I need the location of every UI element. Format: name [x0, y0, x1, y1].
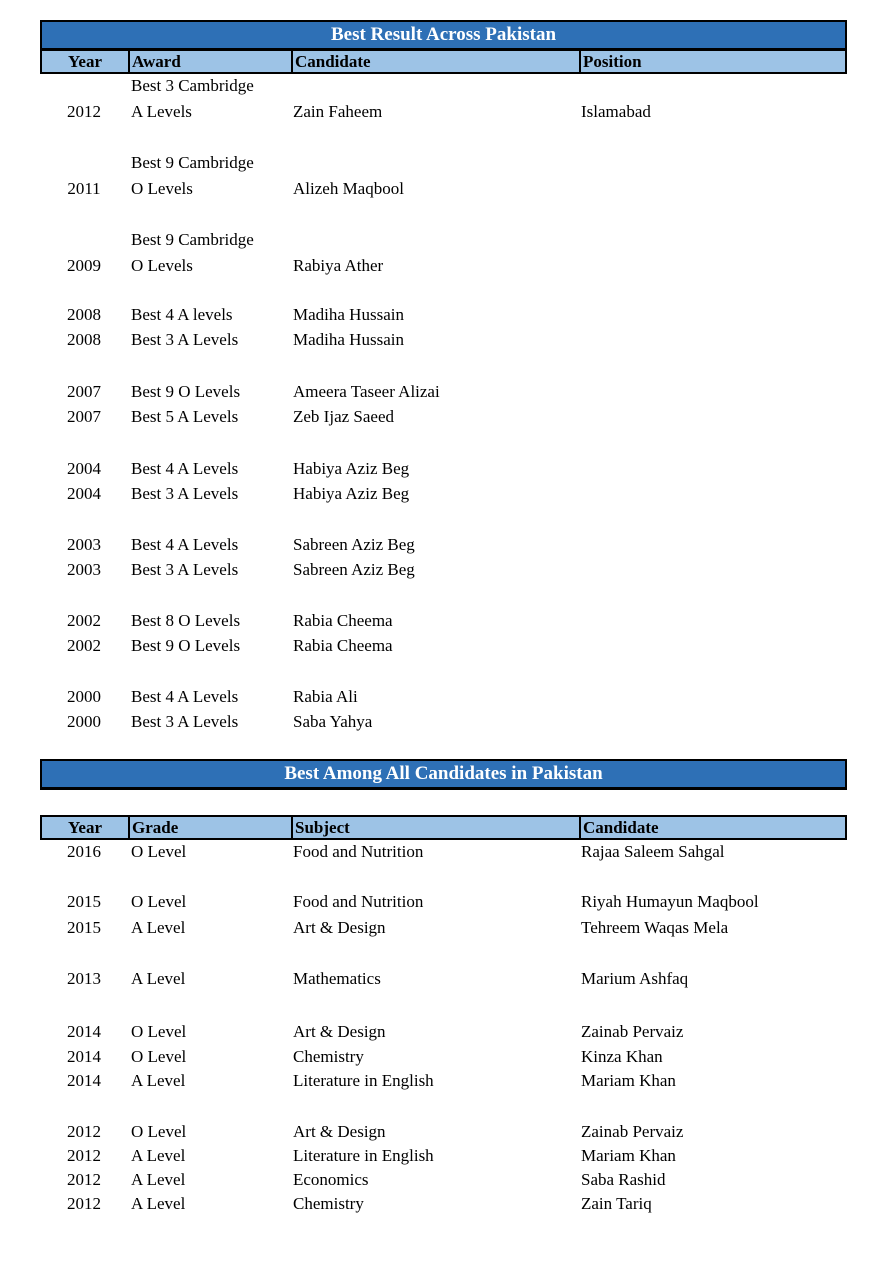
subject-cell: Economics: [293, 1170, 369, 1189]
table-row: [40, 1069, 847, 1093]
subject-cell: Art & Design: [293, 1022, 386, 1041]
candidate-cell: Mariam Khan: [581, 1071, 676, 1090]
year-cell: 2014: [67, 1022, 101, 1041]
table-row: [40, 609, 847, 633]
award-cell-line1: Best 3 Cambridge: [131, 76, 254, 95]
table-row: [40, 634, 847, 658]
year-cell: 2016: [67, 842, 101, 861]
year-cell: 2002: [67, 611, 101, 630]
table-row: [40, 1045, 847, 1069]
year-cell: 2011: [67, 179, 101, 198]
year-cell: 2000: [67, 712, 101, 731]
award-cell: Best 3 A Levels: [131, 330, 239, 349]
award-cell: Best 4 A levels: [131, 305, 233, 324]
table-row: [40, 1120, 847, 1144]
candidate-cell: Madiha Hussain: [293, 330, 404, 349]
table-row: [40, 457, 847, 481]
candidate-cell: Zainab Pervaiz: [581, 1022, 684, 1041]
subject-cell: Chemistry: [293, 1194, 364, 1213]
year-cell: 2013: [67, 969, 101, 988]
header-candidate: Candidate: [291, 51, 579, 72]
candidate-cell: Tehreem Waqas Mela: [581, 918, 729, 937]
award-cell: O Levels: [131, 256, 193, 275]
candidate-cell: Rabia Cheema: [293, 611, 393, 630]
grade-cell: O Level: [131, 1022, 187, 1041]
year-cell: 2012: [67, 102, 101, 121]
subject-cell: Art & Design: [293, 918, 386, 937]
subject-cell: Food and Nutrition: [293, 892, 424, 911]
subject-cell: Food and Nutrition: [293, 842, 424, 861]
table-row: [40, 916, 847, 940]
table-row: [40, 303, 847, 327]
section1-title: Best Result Across Pakistan: [40, 20, 847, 51]
candidate-cell: Saba Yahya: [293, 712, 373, 731]
candidate-cell: Marium Ashfaq: [581, 969, 689, 988]
table-row: [40, 710, 847, 734]
candidate-cell: Zain Tariq: [581, 1194, 652, 1213]
award-cell: Best 4 A Levels: [131, 535, 239, 554]
table-row: [40, 177, 847, 201]
year-cell: 2015: [67, 892, 101, 911]
subject-cell: Chemistry: [293, 1047, 364, 1066]
candidate-cell: Madiha Hussain: [293, 305, 404, 324]
candidate-cell: Habiya Aziz Beg: [293, 459, 410, 478]
year-cell: 2012: [67, 1170, 101, 1189]
table-row: [40, 967, 847, 991]
award-cell: Best 9 O Levels: [131, 636, 241, 655]
award-cell: Best 5 A Levels: [131, 407, 239, 426]
grade-cell: O Level: [131, 842, 187, 861]
year-cell: 2002: [67, 636, 101, 655]
grade-cell: A Level: [131, 1146, 186, 1165]
year-cell: 2004: [67, 459, 101, 478]
year-cell: 2008: [67, 330, 101, 349]
section2-title: Best Among All Candidates in Pakistan: [40, 759, 847, 790]
candidate-cell: Habiya Aziz Beg: [293, 484, 410, 503]
award-cell: Best 9 O Levels: [131, 382, 241, 401]
section2-header-row: [40, 815, 847, 840]
table-row: [40, 405, 847, 429]
table-row: [40, 840, 847, 864]
year-cell: 2007: [67, 382, 101, 401]
table-row: [40, 254, 847, 278]
award-cell: Best 4 A Levels: [131, 687, 239, 706]
header-year: Year: [68, 52, 102, 71]
year-cell: 2012: [67, 1122, 101, 1141]
year-cell: 2003: [67, 560, 101, 579]
table-row: [40, 1168, 847, 1192]
table-row: [40, 1192, 847, 1216]
subject-cell: Art & Design: [293, 1122, 386, 1141]
header-candidate: Candidate: [579, 817, 845, 838]
position-cell: Islamabad: [581, 102, 651, 121]
table-row: [40, 890, 847, 914]
award-cell: O Levels: [131, 179, 193, 198]
grade-cell: A Level: [131, 918, 186, 937]
candidate-cell: Rajaa Saleem Sahgal: [581, 842, 725, 861]
header-award: Award: [128, 51, 291, 72]
candidate-cell: Rabia Ali: [293, 687, 358, 706]
grade-cell: A Level: [131, 1071, 186, 1090]
award-cell-line1: Best 9 Cambridge: [131, 153, 254, 172]
subject-cell: Mathematics: [293, 969, 381, 988]
year-cell: 2012: [67, 1146, 101, 1165]
year-cell: 2000: [67, 687, 101, 706]
year-cell: 2008: [67, 305, 101, 324]
year-cell: 2007: [67, 407, 101, 426]
table-row: [40, 482, 847, 506]
grade-cell: A Level: [131, 1170, 186, 1189]
table-row: [40, 685, 847, 709]
table-row-continuation: [40, 74, 847, 98]
header-position: Position: [579, 51, 845, 72]
year-cell: 2012: [67, 1194, 101, 1213]
table-row: [40, 533, 847, 557]
header-grade: Grade: [128, 817, 291, 838]
year-cell: 2014: [67, 1071, 101, 1090]
candidate-cell: Sabreen Aziz Beg: [293, 535, 415, 554]
candidate-cell: Saba Rashid: [581, 1170, 666, 1189]
header-year: Year: [68, 818, 102, 837]
candidate-cell: Ameera Taseer Alizai: [293, 382, 440, 401]
candidate-cell: Zain Faheem: [293, 102, 383, 121]
year-cell: 2015: [67, 918, 101, 937]
grade-cell: A Level: [131, 969, 186, 988]
subject-cell: Literature in English: [293, 1146, 434, 1165]
candidate-cell: Zainab Pervaiz: [581, 1122, 684, 1141]
year-cell: 2004: [67, 484, 101, 503]
table-row: [40, 380, 847, 404]
candidate-cell: Kinza Khan: [581, 1047, 663, 1066]
award-cell: Best 3 A Levels: [131, 560, 239, 579]
header-subject: Subject: [291, 817, 579, 838]
grade-cell: A Level: [131, 1194, 186, 1213]
award-cell: Best 8 O Levels: [131, 611, 241, 630]
table-row-continuation: [40, 151, 847, 175]
grade-cell: O Level: [131, 1122, 187, 1141]
table-row: [40, 1144, 847, 1168]
table-row-continuation: [40, 228, 847, 252]
award-cell: Best 4 A Levels: [131, 459, 239, 478]
candidate-cell: Mariam Khan: [581, 1146, 676, 1165]
year-cell: 2009: [67, 256, 101, 275]
award-cell: Best 3 A Levels: [131, 484, 239, 503]
candidate-cell: Rabia Cheema: [293, 636, 393, 655]
table-row: [40, 558, 847, 582]
table-row: [40, 100, 847, 124]
award-cell: A Levels: [131, 102, 192, 121]
grade-cell: O Level: [131, 892, 187, 911]
award-cell-line1: Best 9 Cambridge: [131, 230, 254, 249]
candidate-cell: Sabreen Aziz Beg: [293, 560, 415, 579]
year-cell: 2003: [67, 535, 101, 554]
candidate-cell: Zeb Ijaz Saeed: [293, 407, 394, 426]
award-cell: Best 3 A Levels: [131, 712, 239, 731]
table-row: [40, 328, 847, 352]
subject-cell: Literature in English: [293, 1071, 434, 1090]
table-row: [40, 1020, 847, 1044]
candidate-cell: Alizeh Maqbool: [293, 179, 404, 198]
grade-cell: O Level: [131, 1047, 187, 1066]
year-cell: 2014: [67, 1047, 101, 1066]
candidate-cell: Rabiya Ather: [293, 256, 384, 275]
section1-header-row: [40, 49, 847, 74]
candidate-cell: Riyah Humayun Maqbool: [581, 892, 759, 911]
